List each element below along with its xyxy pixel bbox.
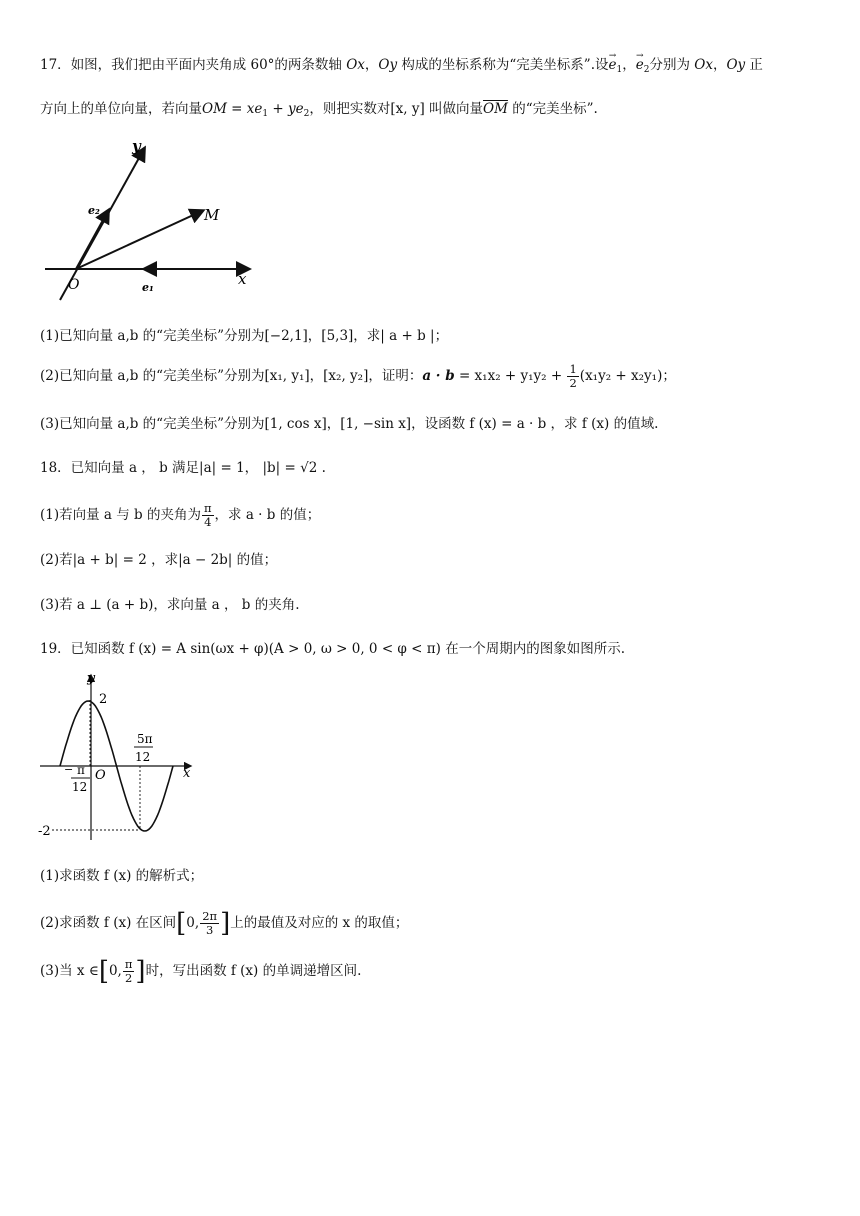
- pair: [x, y]: [390, 101, 425, 117]
- fraction-denominator: 2: [124, 971, 133, 985]
- q17-intro-d: 正: [745, 57, 763, 73]
- comma: ，: [364, 57, 379, 73]
- q17-intro: 如图，我们把由平面内夹角成 60°的两条数轴: [70, 57, 347, 73]
- tick-minus: −: [64, 763, 74, 776]
- fraction-denominator: 2: [569, 376, 577, 390]
- q17-line2-d: 的“完美坐标”.: [507, 101, 598, 117]
- left-bracket: [: [176, 908, 187, 939]
- oblique-coordinate-figure: [40, 138, 270, 308]
- q17-part-2: [40, 363, 676, 390]
- interval-start: 0,: [186, 915, 200, 931]
- q19-part-2: [40, 910, 408, 937]
- label-o: O: [68, 277, 80, 293]
- right-bracket: ]: [220, 908, 231, 939]
- fraction-2pi-3: [200, 910, 219, 937]
- label-e2: e₂: [88, 204, 100, 217]
- fraction-half: [567, 363, 578, 390]
- axis-oy: Oy: [378, 57, 398, 73]
- q19-part-1: (1)求函数 f (x) 的解析式；: [40, 868, 204, 884]
- q17-part-1: (1)已知向量 a,b 的“完美坐标”分别为[−2,1]，[5,3]，求| a + b |；: [40, 328, 449, 344]
- graph-label-o: O: [95, 768, 106, 783]
- graph-label-y: y: [87, 671, 95, 686]
- q17-p2-dot: a · b: [422, 368, 455, 384]
- tick-pi-num: π: [77, 763, 85, 777]
- axis-oy-2: Oy: [726, 57, 746, 73]
- graph-label-max: 2: [99, 692, 108, 707]
- q18-head: 18．已知向量 a ， b 满足|a| = 1， |b| = √2 .: [40, 460, 326, 476]
- fraction-numerator: π: [124, 957, 133, 971]
- label-e1: e₁: [142, 281, 154, 294]
- q17-p2-a: (2)已知向量 a,b 的“完美坐标”分别为[x₁, y₁]，[x₂, y₂]，证明：: [40, 368, 423, 384]
- label-m: M: [204, 206, 220, 224]
- q17-intro-c: 分别为: [649, 57, 695, 73]
- sine-graph: [38, 670, 203, 845]
- om-formula: OM = xe: [202, 101, 263, 117]
- graph-label-min: -2: [38, 824, 51, 839]
- comma-2: ，: [712, 57, 727, 73]
- om-formula-y: + ye: [268, 101, 304, 117]
- tick-pi-den: 12: [72, 780, 88, 794]
- fraction-pi-2: [123, 958, 135, 985]
- tick-5pi-den: 12: [135, 750, 151, 764]
- label-y: y: [132, 138, 141, 155]
- q19-p2-b: 上的最值及对应的 x 的取值；: [230, 915, 409, 931]
- fraction-numerator: π: [203, 501, 212, 515]
- q18-part-2: (2)若|a + b| = 2 ，求|a − 2b| 的值；: [40, 552, 278, 568]
- fraction-pi-4: [202, 502, 214, 529]
- right-bracket: ]: [135, 956, 146, 987]
- om-arrow: [76, 211, 202, 269]
- q19-head: 19．已知函数 f (x) = A sin(ωx + φ)(A > 0, ω > 0, 0 < φ < π) 在一个周期内的图象如图所示.: [40, 641, 625, 657]
- q19-p3-a: (3)当 x ∈: [40, 963, 99, 979]
- q17-number: 17．: [40, 57, 71, 73]
- q18-p1-a: (1)若向量 a 与 b 的夹角为: [40, 507, 201, 523]
- vector-e2: [636, 55, 644, 75]
- sep: ，: [622, 57, 636, 73]
- graph-label-x: x: [183, 766, 191, 781]
- left-bracket: [: [98, 956, 109, 987]
- fraction-denominator: 4: [204, 515, 212, 529]
- tick-5pi-num: 5π: [137, 732, 153, 746]
- q18-part-3: (3)若 a ⊥ (a + b)，求向量 a ， b 的夹角.: [40, 597, 300, 613]
- interval-start: 0,: [108, 963, 122, 979]
- q19-p3-b: 时，写出函数 f (x) 的单调递增区间.: [145, 963, 362, 979]
- q19-p2-a: (2)求函数 f (x) 在区间: [40, 915, 177, 931]
- q17-p2-d: (x₁y₂ + x₂y₁)；: [579, 368, 676, 384]
- q17-part-3: (3)已知向量 a,b 的“完美坐标”分别为[1, cos x]，[1, −sin x]，设函数 f (x) = a · b ，求 f (x) 的值域.: [40, 416, 659, 432]
- q17-intro-b: 构成的坐标系称为“完美坐标系”.设: [397, 57, 609, 73]
- axis-ox: Ox: [346, 57, 365, 73]
- q18-p1-b: ，求 a · b 的值；: [214, 507, 321, 523]
- q17-p2-c: = x₁x₂ + y₁y₂ +: [454, 368, 567, 384]
- label-x: x: [238, 270, 247, 288]
- vector-e1: [608, 55, 616, 75]
- e1-letter: e: [608, 57, 617, 73]
- q17-line2-c: 叫做向量: [424, 101, 484, 117]
- q17-line-2: 方向上的单位向量，若向量OM = $xe_1 + ye_2$，则把实数对[x, y] 叫做向量$\overline{OM}$ 的“完美坐标”.: [40, 101, 598, 119]
- q18-part-1: [40, 502, 320, 529]
- vector-om: $\overline{OM}$: [483, 101, 508, 117]
- fraction-denominator: 3: [205, 923, 214, 937]
- e2-letter: e: [635, 57, 644, 73]
- q17-line-1: 17．如图，我们把由平面内夹角成 60°的两条数轴 Ox，Oy 构成的坐标系称为“完美坐标系”.设→ $e_1$，→ $e_2$分别为 Ox，Oy 正: [40, 55, 763, 80]
- fraction-numerator: 2π: [202, 909, 218, 923]
- axis-ox-2: Ox: [694, 57, 713, 73]
- q19-part-3: [40, 958, 361, 985]
- fraction-numerator: 1: [569, 362, 577, 376]
- q17-line2-b: ，则把实数对: [309, 101, 391, 117]
- e2-arrow: [76, 211, 108, 269]
- q17-line2-a: 方向上的单位向量，若向量: [40, 101, 202, 117]
